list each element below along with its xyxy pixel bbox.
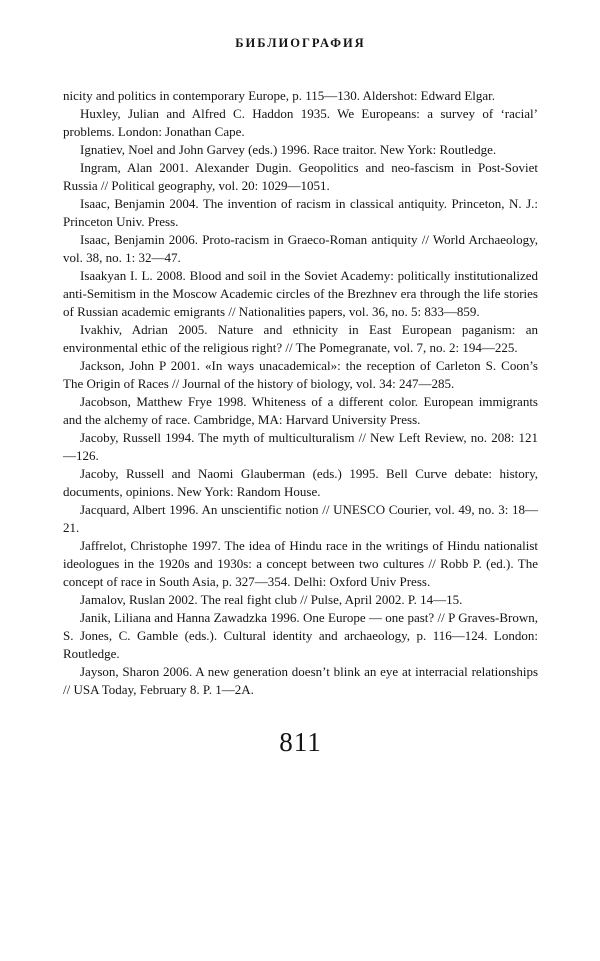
bibliography-entry: Ingram, Alan 2001. Alexander Dugin. Geopolitics and neo-fascism in Post-Soviet Russia // Political geography, vol. 20: 1029—1051. <box>63 160 538 193</box>
bibliography-entry: Jamalov, Ruslan 2002. The real fight club // Pulse, April 2002. P. 14—15. <box>80 592 463 607</box>
bibliography-entry: Jayson, Sharon 2006. A new generation doesn’t blink an eye at interracial relationships // USA Today, February 8. P. 1—2A. <box>63 664 538 697</box>
bibliography-entry: Jacobson, Matthew Frye 1998. Whiteness of a different color. European immigrants and the alchemy of race. Cambridge, MA: Harvard University Press. <box>63 394 538 427</box>
bibliography-entry: Huxley, Julian and Alfred C. Haddon 1935. We Europeans: a survey of ‘racial’ problems. London: Jonathan Cape. <box>63 106 538 139</box>
bibliography-list <box>63 87 538 699</box>
bibliography-entry: Jacoby, Russell and Naomi Glauberman (eds.) 1995. Bell Curve debate: history, documents, opinions. New York: Random House. <box>63 466 538 499</box>
bibliography-entry: Janik, Liliana and Hanna Zawadzka 1996. One Europe — one past? // P Graves-Brown, S. Jones, C. Gamble (eds.). Cultural identity and archaeology, p. 116—124. London: Routledge. <box>63 610 538 661</box>
bibliography-entry: Isaac, Benjamin 2006. Proto-racism in Graeco-Roman antiquity // World Archaeology, vol. 38, no. 1: 32—47. <box>63 232 538 265</box>
bibliography-entry: Isaac, Benjamin 2004. The invention of racism in classical antiquity. Princeton, N. J.: Princeton Univ. Press. <box>63 196 538 229</box>
page-number: 811 <box>279 727 322 757</box>
running-head: БИБЛИОГРАФИЯ <box>235 36 366 50</box>
bibliography-entry: Jacquard, Albert 1996. An unscientific notion // UNESCO Courier, vol. 49, no. 3: 18—21. <box>63 502 538 535</box>
bibliography-entry: Jaffrelot, Christophe 1997. The idea of Hindu race in the writings of Hindu nationalist ideologues in the 1920s and 1930s: a concept between two cultures // Robb P. (ed.). The concept of race in South Asia, p. 327—354. Delhi: Oxford Univ Press. <box>63 538 538 589</box>
bibliography-entry: Ignatiev, Noel and John Garvey (eds.) 1996. Race traitor. New York: Routledge. <box>80 142 497 157</box>
bibliography-entry: Ivakhiv, Adrian 2005. Nature and ethnicity in East European paganism: an environmental ethic of the religious right? // The Pomegranate, vol. 7, no. 2: 194—225. <box>63 322 538 355</box>
bibliography-entry: Isaakyan I. L. 2008. Blood and soil in the Soviet Academy: politically institutionalized anti-Semitism in the Moscow Academic circles of the Brezhnev era through the life stories of Russian academic emigrants // Nationalities papers, vol. 36, no. 5: 833—859. <box>63 268 538 319</box>
bibliography-entry: Jackson, John P 2001. «In ways unacademical»: the reception of Carleton S. Coon’s The Origin of Races // Journal of the history of biology, vol. 34: 247—285. <box>63 358 538 391</box>
bibliography-entry: nicity and politics in contemporary Europe, p. 115—130. Aldershot: Edward Elgar. <box>63 88 496 103</box>
bibliography-entry: Jacoby, Russell 1994. The myth of multiculturalism // New Left Review, no. 208: 121—126. <box>63 430 538 463</box>
